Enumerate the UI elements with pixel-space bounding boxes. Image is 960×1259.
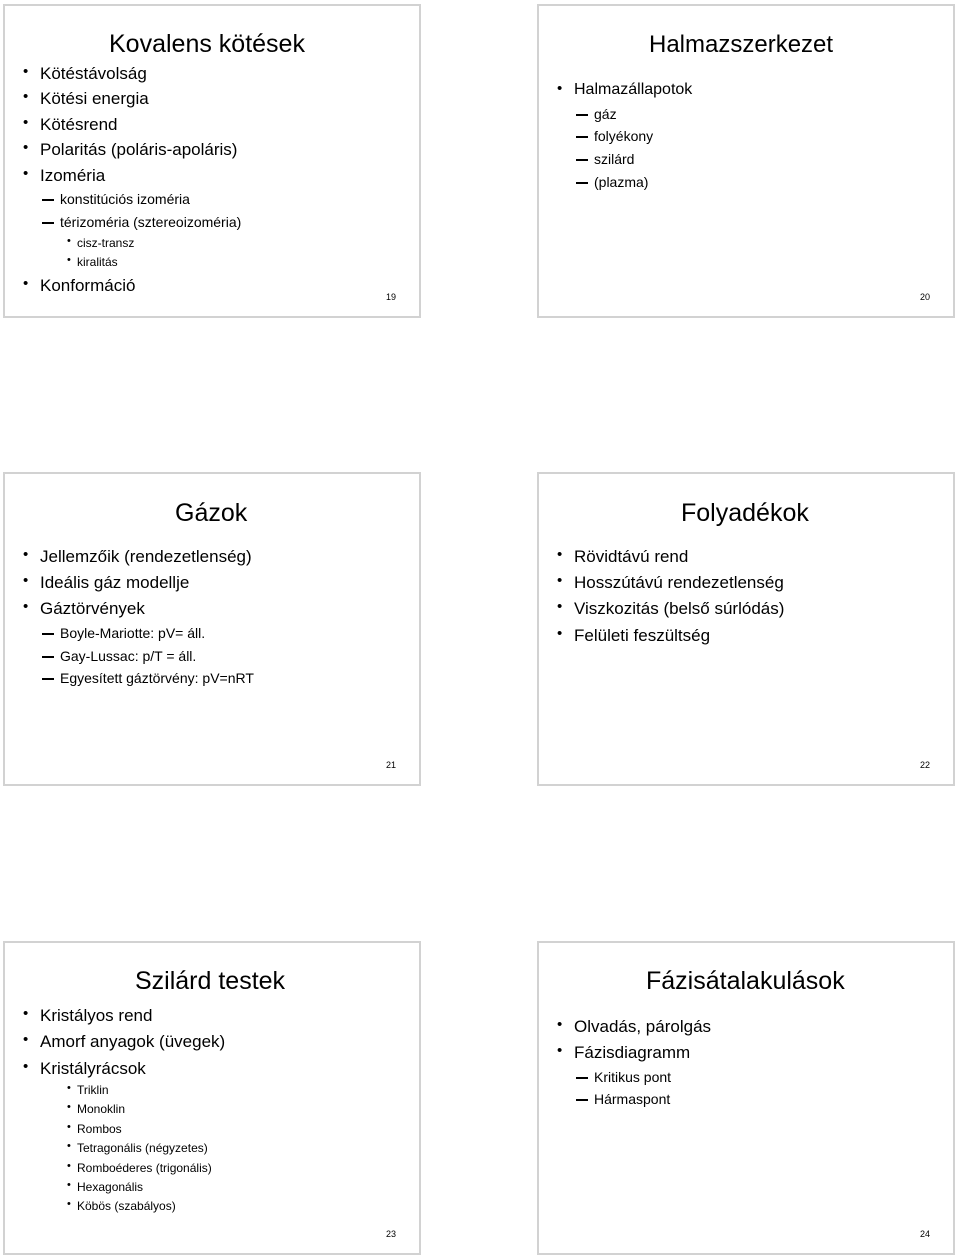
bullet-item: • Polaritás (poláris-apoláris) — [40, 141, 237, 158]
sub-item: Hármaspont — [594, 1091, 671, 1107]
sub-item: gáz — [594, 106, 617, 122]
bullet-item: • Konformáció — [40, 277, 135, 294]
sub-sub-item: • Triklin — [77, 1084, 109, 1096]
bullet-item: • Fázisdiagramm — [574, 1044, 690, 1061]
bullet-item: • Kötési energia — [40, 90, 149, 107]
bullet-item: • Kötésrend — [40, 116, 118, 133]
sub-sub-item: • Rombos — [77, 1123, 122, 1135]
slide-21 — [3, 472, 421, 786]
sub-sub-item: • Köbös (szabályos) — [77, 1200, 176, 1212]
slide-20 — [537, 4, 955, 318]
sub-sub-item: • Monoklin — [77, 1103, 125, 1115]
sub-item: szilárd — [594, 151, 635, 167]
bullet-item: • Amorf anyagok (üvegek) — [40, 1033, 225, 1050]
bullet-item: • Kristályos rend — [40, 1007, 152, 1024]
page-number: 24 — [920, 1229, 931, 1239]
bullet-item: • Kristályrácsok — [40, 1060, 146, 1077]
slide-title: Fázisátalakulások — [646, 967, 845, 995]
page-number: 23 — [386, 1229, 397, 1239]
slide-22 — [537, 472, 955, 786]
sub-sub-item: • cisz-transz — [77, 237, 134, 249]
bullet-item: • Jellemzőik (rendezetlenség) — [40, 548, 252, 565]
sub-item: Boyle-Mariotte: pV= áll. — [60, 625, 206, 641]
bullet-item: • Hosszútávú rendezetlenség — [574, 574, 784, 591]
slide-title: Folyadékok — [681, 499, 809, 527]
sub-item: Gay-Lussac: p/T = áll. — [60, 648, 197, 664]
slide-19 — [3, 4, 421, 318]
slide-title: Kovalens kötések — [109, 30, 305, 58]
sub-item: konstitúciós izoméria — [60, 191, 190, 207]
bullet-item: • Rövidtávú rend — [574, 548, 688, 565]
bullet-item: • Gáztörvények — [40, 600, 145, 617]
slide-title: Gázok — [175, 499, 248, 527]
slide-title: Halmazszerkezet — [649, 31, 834, 58]
bullet-item: • Viszkozitás (belső súrlódás) — [574, 600, 784, 617]
page-number: 20 — [920, 292, 931, 302]
sub-item: (plazma) — [594, 174, 649, 190]
sub-sub-item: • Tetragonális (négyzetes) — [77, 1142, 208, 1154]
bullet-item: • Halmazállapotok — [574, 82, 692, 98]
sub-sub-item: • kiralitás — [77, 256, 118, 268]
sub-sub-item: • Romboéderes (trigonális) — [77, 1162, 212, 1174]
bullet-item: • Felületi feszültség — [574, 627, 710, 644]
sub-item: Kritikus pont — [594, 1069, 672, 1085]
slide-24 — [537, 941, 955, 1255]
page-number: 19 — [386, 292, 397, 302]
bullet-item: • Olvadás, párolgás — [574, 1018, 711, 1035]
bullet-item: • Kötéstávolság — [40, 65, 147, 82]
page-number: 21 — [386, 760, 397, 770]
slide-title: Szilárd testek — [135, 967, 286, 995]
bullet-item: • Ideális gáz modellje — [40, 574, 189, 591]
bullet-item: • Izoméria — [40, 167, 105, 184]
page-number: 22 — [920, 760, 931, 770]
sub-item: térizoméria (sztereoizoméria) — [60, 214, 242, 230]
slide-23 — [3, 941, 421, 1255]
sub-sub-item: • Hexagonális — [77, 1181, 143, 1193]
sub-item: Egyesített gáztörvény: pV=nRT — [60, 670, 254, 686]
sub-item: folyékony — [594, 128, 654, 144]
